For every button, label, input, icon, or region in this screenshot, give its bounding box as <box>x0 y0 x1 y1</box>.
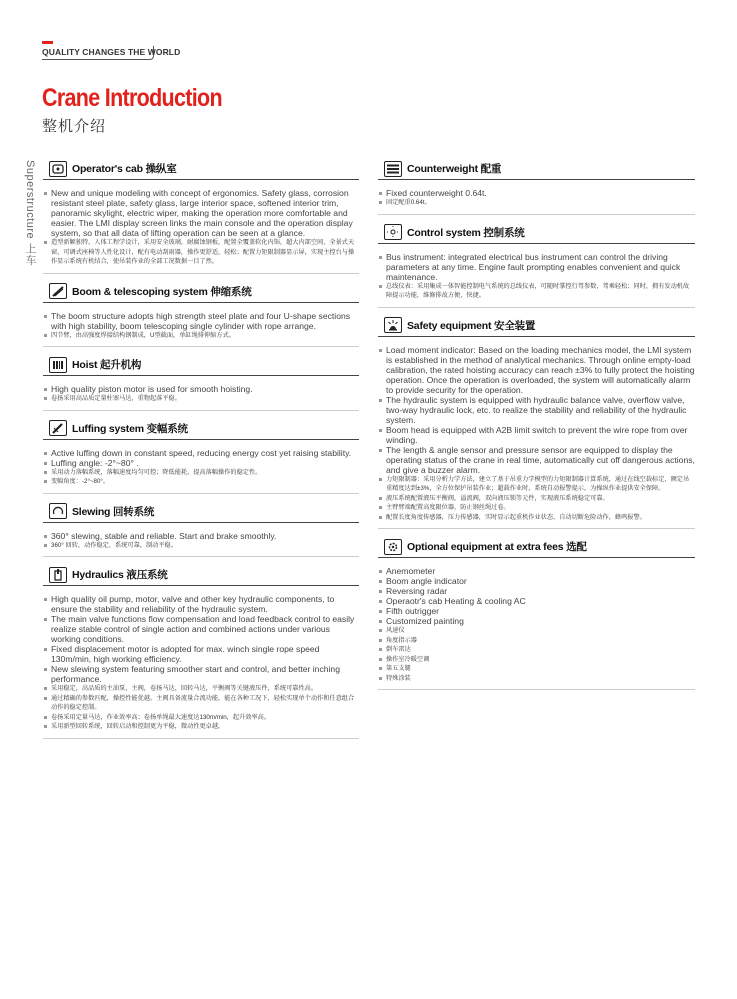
zh-bullet: 配置长度角度传感器，压力传感器，实时显示起重机作业状态，自动切断危险动作，蜂鸣报警。 <box>378 513 695 523</box>
en-bullet: Reversing radar <box>378 586 695 596</box>
section-header <box>378 315 695 337</box>
zh-bullet: 采用新型回转系统，回转启动和控制更为平稳，微动性更卓越。 <box>43 722 359 732</box>
en-bullet: Luffing angle: -2°~80° . <box>43 458 359 468</box>
section-header <box>43 501 359 523</box>
section-divider <box>378 214 695 215</box>
zh-bullet: 固定配重0.64t。 <box>378 198 695 208</box>
section-header <box>378 158 695 180</box>
section-safety <box>378 315 695 530</box>
en-bullet: Fixed displacement motor is adopted for max. winch single rope speed 130m/min, high working efficiency. <box>43 644 359 664</box>
hoist-icon <box>49 357 67 373</box>
zh-bullet: 采用稳定，高品质的主油泵，主阀，卷扬马达，回转马达，平衡阀等关键液压件，系统可靠性高。 <box>43 684 359 694</box>
section-divider <box>43 556 359 557</box>
zh-bullet: 主臂臂端配置高度限位器，防止钢丝绳过卷。 <box>378 503 695 513</box>
boom-icon <box>49 283 67 299</box>
section-title: Luffing system 变幅系统 <box>72 422 188 435</box>
zh-bullet: 操作室冷暖空调 <box>378 655 695 665</box>
section-title: Safety equipment 安全装置 <box>407 319 536 332</box>
section-divider <box>43 410 359 411</box>
zh-bullet: 力矩限制器：采用分析力学方法，建立了基于吊重力学模型的力矩限制器计算系统，通过在线空载标定，额定吊重精度达到±3%，全方位保护吊装作业；超载作业时，系统自动报警提示，为操纵作业提供安全保障。 <box>378 475 695 494</box>
section-title: Optional equipment at extra fees 选配 <box>407 541 587 553</box>
en-bullet: High quality piston motor is used for smooth hoisting. <box>43 384 359 394</box>
section-header <box>43 564 359 586</box>
hydraulic-cylinder-icon <box>49 567 67 583</box>
section-divider <box>43 493 359 494</box>
page-subtitle: 整机介绍 <box>42 118 107 135</box>
section-header <box>378 222 695 244</box>
section-divider <box>43 273 359 274</box>
zh-bullet: 360° 回转，动作稳定，系统可靠，制动平稳。 <box>43 541 359 551</box>
section-side-label: Superstructure 上车 <box>24 160 36 266</box>
brand-accent-bar <box>42 41 53 44</box>
en-bullet: Fifth outrigger <box>378 606 695 616</box>
zh-bullet: 液压系统配置液压平衡阀，溢流阀，双向液压锁等元件，实现液压系统稳定可靠。 <box>378 494 695 504</box>
section-optional <box>378 536 695 690</box>
en-bullet: Bus instrument: integrated electrical bus instrument can control the driving parameters at any time. Engine fault prompting enables convenient and quick maintenance. <box>378 252 695 282</box>
zh-bullet: 倒车雷达 <box>378 645 695 655</box>
en-bullet: The boom structure adopts high strength steel plate and four U-shape sections with high stability, boom telescoping single cylinder with rope arrange. <box>43 311 359 331</box>
en-bullet: New slewing system featuring smoother start and control, and better inching performance. <box>43 664 359 684</box>
control-system-icon <box>384 224 402 240</box>
section-title: Control system 控制系统 <box>407 226 525 239</box>
zh-bullet: 第五支腿 <box>378 664 695 674</box>
section-header <box>43 158 359 180</box>
left-column <box>43 158 359 746</box>
steering-wheel-icon <box>49 161 67 177</box>
en-bullet: Boom head is equipped with A2B limit switch to prevent the wire rope from over winding. <box>378 425 695 445</box>
section-divider <box>43 738 359 739</box>
section-hydraulics <box>43 564 359 739</box>
brand-tagline: QUALITY CHANGES THE WORLD <box>42 46 154 60</box>
section-divider <box>378 307 695 308</box>
zh-bullet: 通过精确的参数匹配，操控性能优越。主阀具备流量合流功能，能在各种工况下，轻松实现单个动作和任意组合动作的稳定控制。 <box>43 694 359 713</box>
section-boom <box>43 281 359 348</box>
section-slewing <box>43 501 359 558</box>
section-title: Counterweight 配重 <box>407 163 502 175</box>
section-title: Hydraulics 液压系统 <box>72 569 168 581</box>
zh-bullet: 变幅角度：-2°~80°。 <box>43 477 359 487</box>
right-column <box>378 158 695 697</box>
zh-bullet: 造型新颖独特，人体工程学设计，采用安全玻璃，耐腐蚀钢板，配置全覆盖软化内饰，超大内部空间，全景式天窗，可调式座椅等人性化设计，配有电动刮雨器，操作更舒适，轻松；配置力矩限制器显示屏，实现主控台与操作显示系统有机结合，使吊装作业的全部工况数据一目了然。 <box>43 238 359 267</box>
en-bullet: Load moment indicator: Based on the loading mechanics model, the LMI system is established in the method of analytical mechanics. Through online empty-load calibration, the rated hoisting accuracy can reach ±3% to fully protect the hoisting operation. Once the operation is overloaded, the system will automatically alarm to provide security for the operation. <box>378 345 695 395</box>
zh-bullet: 四节臂，由高强度焊接结构钢制成，U型截面，单缸绳排伸缩方式。 <box>43 331 359 341</box>
section-header <box>378 536 695 558</box>
zh-bullet: 总线仪表：采用集成一体智能控制电气系统的总线仪表，可随时掌控行驾参数，驾乘轻松；同时，拥有发动机故障提示功能，维修排故方便，快捷。 <box>378 282 695 301</box>
en-bullet: High quality oil pump, motor, valve and other key hydraulic components, to ensure the stability and reliability of the hydraulic system. <box>43 594 359 614</box>
en-bullet: The main valve functions flow compensation and load feedback control to easily realize stable control of single action and combined actions under various working conditions. <box>43 614 359 644</box>
section-hoist <box>43 354 359 411</box>
en-bullet: Fixed counterweight 0.64t. <box>378 188 695 198</box>
section-cab <box>43 158 359 274</box>
section-divider <box>43 346 359 347</box>
zh-bullet: 卷扬采用定量马达，作业效率高；卷扬单绳最大速度达130m/min，起升效率高。 <box>43 713 359 723</box>
zh-bullet: 角度指示器 <box>378 636 695 646</box>
section-header <box>43 281 359 303</box>
section-title: Operator's cab 操纵室 <box>72 163 177 175</box>
zh-bullet: 采用动力落幅系统，落幅速度均匀可控；降低能耗，提高落幅操作的稳定性。 <box>43 468 359 478</box>
zh-bullet: 特殊涂装 <box>378 674 695 684</box>
en-bullet: Active luffing down in constant speed, reducing energy cost yet raising stability. <box>43 448 359 458</box>
en-bullet: New and unique modeling with concept of ergonomics. Safety glass, corrosion resistant steel plate, safety glass, large interior space, softened interior trim, panoramic skylight, electric wiper, making the operation more comfortable and easier. The LMI display screen links the main console and the operation display system, so that all data of lifting operation can be seen at a glance. <box>43 188 359 238</box>
en-bullet: The hydraulic system is equipped with hydraulic balance valve, overflow valve, two-way hydraulic lock, etc. to realize the stability and reliability of the hydraulic system. <box>378 395 695 425</box>
counterweight-icon <box>384 161 402 177</box>
slewing-icon <box>49 503 67 519</box>
section-counterweight <box>378 158 695 215</box>
section-header <box>43 418 359 440</box>
section-title: Hoist 起升机构 <box>72 359 142 371</box>
en-bullet: Operaotr's cab Heating & cooling AC <box>378 596 695 606</box>
zh-bullet: 卷扬采用高品质定量柱塞马达，重物起落平稳。 <box>43 394 359 404</box>
page-title: Crane Introduction <box>42 84 222 112</box>
zh-bullet: 风速仪 <box>378 626 695 636</box>
section-title: Boom & telescoping system 伸缩系统 <box>72 285 252 298</box>
section-divider <box>378 689 695 690</box>
section-luffing <box>43 418 359 494</box>
en-bullet: Customized painting <box>378 616 695 626</box>
en-bullet: Anemometer <box>378 566 695 576</box>
optional-gear-icon <box>384 539 402 555</box>
section-header <box>43 354 359 376</box>
luffing-icon <box>49 420 67 436</box>
section-control <box>378 222 695 308</box>
section-divider <box>378 528 695 529</box>
en-bullet: The length & angle sensor and pressure sensor are equipped to display the operating status of the crane in real time, automatically cut off dangerous actions, and give a buzzer alarm. <box>378 445 695 475</box>
warning-light-icon <box>384 317 402 333</box>
en-bullet: 360° slewing, stable and reliable. Start and brake smoothly. <box>43 531 359 541</box>
section-title: Slewing 回转系统 <box>72 505 155 518</box>
en-bullet: Boom angle indicator <box>378 576 695 586</box>
